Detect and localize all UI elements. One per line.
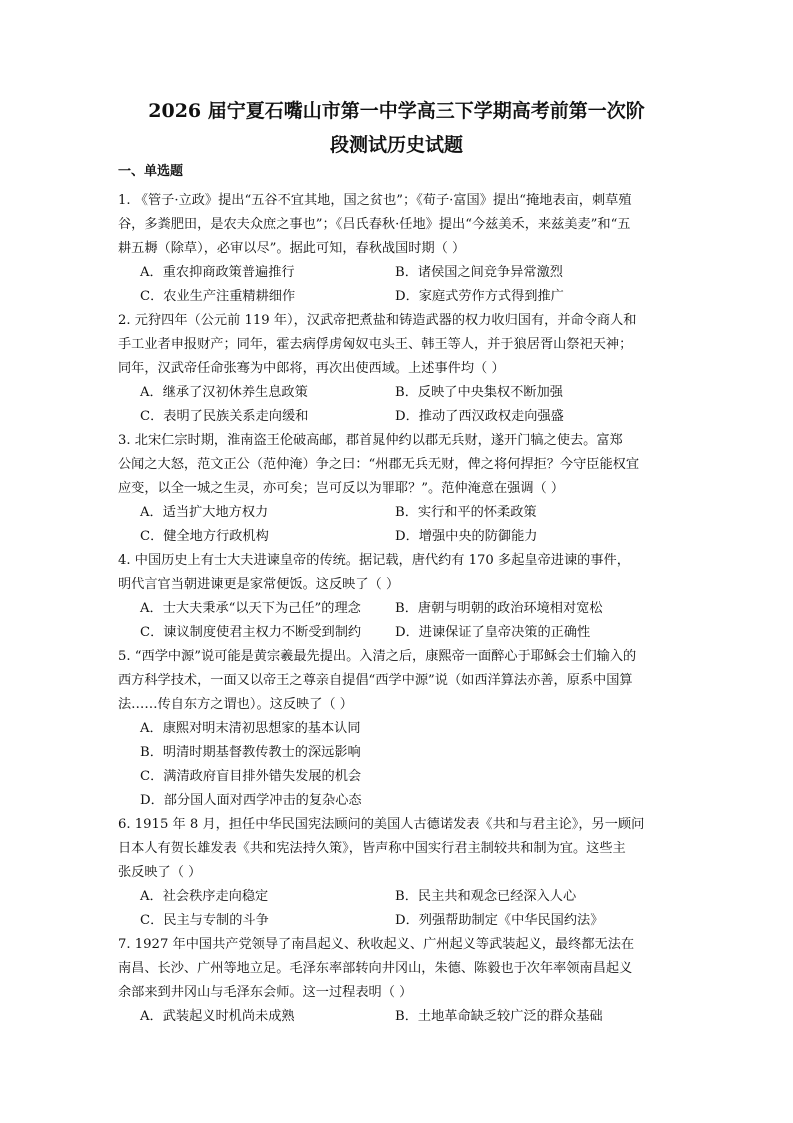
- q4-stem-line-1: 4. 中国历史上有士大夫进谏皇帝的传统。据记载，唐代约有 170 多起皇帝进谏的事件，: [118, 553, 630, 568]
- q6-stem-line-2: 日本人有贺长雄发表《共和宪法持久策》，皆声称中国实行君主制较共和制为宜。这些主: [118, 841, 626, 856]
- q3-stem-line-2: 公闻之大怒，范文正公（范仲淹）争之曰：“州郡无兵无财，俾之将何捍拒？今守臣能权宜: [118, 457, 640, 472]
- q2-stem-line-3: 同年，汉武帝任命张骞为中郎将，再次出使西域。上述事件均（ ）: [118, 361, 505, 376]
- q5-option-a[interactable]: A．康熙对明末清初思想家的基本认同: [140, 721, 361, 736]
- q3-option-b[interactable]: B．实行和平的怀柔政策: [395, 505, 537, 520]
- q3-option-a[interactable]: A．适当扩大地方权力: [140, 505, 269, 520]
- q4-option-b[interactable]: B．唐朝与明朝的政治环境相对宽松: [395, 601, 603, 616]
- q7-stem-line-2: 南昌、长沙、广州等地立足。毛泽东率部转向井冈山，朱德、陈毅也于次年率领南昌起义: [118, 961, 633, 976]
- q7-stem-line-3: 余部来到井冈山与毛泽东会师。这一过程表明（ ）: [118, 985, 413, 1000]
- q5-option-c[interactable]: C．满清政府盲目排外错失发展的机会: [140, 769, 362, 784]
- q6-stem-line-3: 张反映了（ ）: [118, 865, 202, 880]
- q5-option-d[interactable]: D．部分国人面对西学冲击的复杂心态: [140, 793, 362, 808]
- q3-stem-line-3: 应变，以全一城之生灵，亦可矣；岂可反以为罪耶？”。范仲淹意在强调（ ）: [118, 481, 565, 496]
- exam-title-line-1: 2026 届宁夏石嘴山市第一中学高三下学期高考前第一次阶: [148, 100, 645, 122]
- q1-option-d[interactable]: D．家庭式劳作方式得到推广: [395, 289, 564, 304]
- q7-option-a[interactable]: A．武装起义时机尚未成熟: [140, 1009, 295, 1024]
- q3-option-c[interactable]: C．健全地方行政机构: [140, 529, 269, 544]
- q6-option-c[interactable]: C．民主与专制的斗争: [140, 913, 269, 928]
- q4-option-c[interactable]: C．谏议制度使君主权力不断受到制约: [140, 625, 362, 640]
- section-heading: 一、单选题: [118, 164, 184, 179]
- q1-option-b[interactable]: B．诸侯国之间竞争异常激烈: [395, 265, 563, 280]
- q6-option-d[interactable]: D．列强帮助制定《中华民国约法》: [395, 913, 604, 928]
- q6-option-a[interactable]: A．社会秩序走向稳定: [140, 889, 269, 904]
- q5-stem-line-2: 西方科学技术，一面又以帝王之尊亲自提倡“西学中源”说（如西洋算法亦善，原系中国算: [118, 673, 633, 688]
- q4-stem-line-2: 明代言官当朝进谏更是家常便饭。这反映了（ ）: [118, 577, 400, 592]
- q1-stem-line-1: 1. 《管子·立政》提出“五谷不宜其地，国之贫也”；《荀子·富国》提出“掩地表亩，刺草殖: [118, 193, 632, 208]
- q5-option-b[interactable]: B．明清时期基督教传教士的深远影响: [140, 745, 361, 760]
- q1-option-c[interactable]: C．农业生产注重精耕细作: [140, 289, 296, 304]
- q2-option-d[interactable]: D．推动了西汉政权走向强盛: [395, 409, 564, 424]
- q2-stem-line-2: 手工业者申报财产；同年，霍去病俘虏匈奴屯头王、韩王等人，并于狼居胥山祭祀天神；: [118, 337, 633, 352]
- exam-title-line-2: 段测试历史试题: [329, 134, 463, 156]
- q2-option-c[interactable]: C．表明了民族关系走向缓和: [140, 409, 309, 424]
- q3-option-d[interactable]: D．增强中央的防御能力: [395, 529, 538, 544]
- q2-stem-line-1: 2. 元狩四年（公元前 119 年），汉武帝把煮盐和铸造武器的权力收归国有，并命令商人和: [118, 313, 637, 328]
- q2-option-b[interactable]: B．反映了中央集权不断加强: [395, 385, 563, 400]
- q1-option-a[interactable]: A．重农抑商政策普遍推行: [140, 265, 295, 280]
- q4-option-d[interactable]: D．进谏保证了皇帝决策的正确性: [395, 625, 591, 640]
- q3-stem-line-1: 3. 北宋仁宗时期，淮南盗王伦破高邮，郡首晁仲约以郡无兵财，遂开门犒之使去。富郑: [118, 433, 623, 448]
- q6-stem-line-1: 6. 1915 年 8 月，担任中华民国宪法顾问的美国人古德诺发表《共和与君主论》，另一顾问: [118, 817, 645, 832]
- q7-stem-line-1: 7. 1927 年中国共产党领导了南昌起义、秋收起义、广州起义等武装起义，最终都无法在: [118, 937, 635, 952]
- q5-stem-line-3: 法……传自东方之谓也）。这反映了（ ）: [118, 697, 353, 712]
- q1-stem-line-3: 耕五耨（除草），必审以尽”。据此可知，春秋战国时期（ ）: [118, 241, 466, 256]
- q2-option-a[interactable]: A．继承了汉初休养生息政策: [140, 385, 308, 400]
- q7-option-b[interactable]: B．土地革命缺乏较广泛的群众基础: [395, 1009, 603, 1024]
- q1-stem-line-2: 谷，多粪肥田，是农夫众庶之事也”；《吕氏春秋·任地》提出“今兹美禾，来兹美麦”和“五: [118, 217, 631, 232]
- q6-option-b[interactable]: B．民主共和观念已经深入人心: [395, 889, 577, 904]
- q5-stem-line-1: 5. “西学中源”说可能是黄宗羲最先提出。入清之后，康熙帝一面醉心于耶稣会士们输入的: [118, 649, 637, 664]
- q4-option-a[interactable]: A．士大夫秉承“以天下为己任”的理念: [140, 601, 361, 616]
